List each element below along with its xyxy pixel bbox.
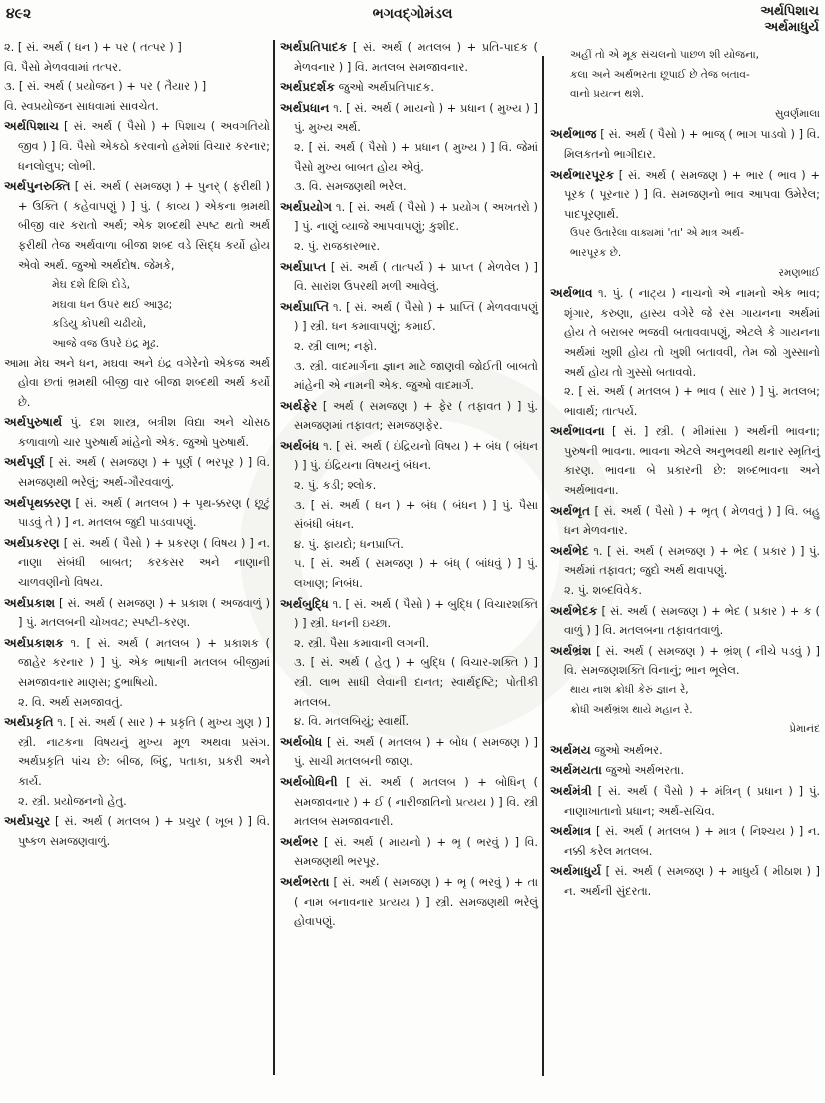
citation-source: રમણભાઈ [778, 266, 820, 279]
entry-headword: અર્થપ્રદર્શક [280, 80, 335, 95]
entry-headword: અર્થભેદક [550, 603, 598, 618]
entry-definition [550, 284, 820, 382]
entry-headword: અર્થમયતા [550, 763, 602, 778]
entry-definition [280, 733, 538, 772]
definition-text: [ સં. અર્થ ( સમજણ ) + પ્રકાશ ( અજવાળું ) ] પું. મતલબની ચોખવટ; સ્પષ્ટી-કરણ. [18, 595, 271, 630]
entry-definition [4, 117, 270, 176]
definition-text: [ સં. અર્થ ( સમજણ ) + ભાર ( ભાવ ) + પૂરક ( પૂરનાર ) ] વિ. સમજણનો ભાવ આપવા ઉમેરેલ; પાદપૂરણાર્થ. [564, 167, 820, 221]
definition-text: [ સં. ] સ્ત્રી. ( મીમાંસા ) અર્થની ભાવના; પુરુષની ભાવના. ભાવના એટલે અનુભવથી થનાર સ્મૃતિનું કારણ. ભાવના બે પ્રકારની છે: શબ્દભાવના અને અર્થભાવના. [564, 424, 820, 498]
definition-text: [ સં. અર્થ ( સમજણ ) + ભેદ ( પ્રકાર ) + ક ( વાળું ) ] વિ. મતલબના તફાવતવાળું. [564, 603, 820, 638]
dictionary-entry [4, 713, 270, 811]
verse-line: આજે વજ ઉપરે ઇંદ્ર મૂઢ. [52, 336, 160, 350]
definition-text: [ સં. અર્થ ( પૈસો ) + પ્રકરણ ( વિષય ) ] ન. નાણા સંબંધી બાબત; કરકસર અને નાણાની ચાળવણીનો વિષય. [18, 535, 270, 590]
entry-definition [280, 873, 538, 932]
definition-text: ૧. [ સં. અર્થ ( પૈસો ) + પ્રાપ્તિ ( મેળવવાપણું ) ] સ્ત્રી. ધન કમાવાપણું; કમાઈ. [294, 299, 538, 334]
dictionary-entry [550, 166, 820, 284]
citation-quote: અહીં તો એ મૂક સંચલનો પાછળ શી યોજના, [570, 49, 760, 61]
sub-sense: ૨. સ્ત્રી લાભ; નફો. [294, 338, 378, 353]
entry-definition [4, 534, 270, 593]
entry-definition [280, 99, 538, 138]
entry-headword: અર્થમાધુર્ય [550, 864, 602, 879]
definition-text: જુઓ અર્થભરતા. [605, 763, 685, 778]
entry-headword: અર્થપ્રકૃતિ [4, 715, 54, 730]
dictionary-entry [550, 741, 820, 761]
sub-sense: ૩. વિ. સમજણથી ભરેલ. [294, 179, 407, 194]
guide-word-first: અર્થપિશાચ [760, 4, 819, 19]
entry-definition [4, 77, 270, 97]
definition-text: ૧. [ સં. અર્થ ( સાર ) + પ્રકૃતિ ( મુખ્ય ગુણ ) ] સ્ત્રી. નાટકના વિષયનું મુખ્ય મૂળ અથવા પ્રસંગ. અર્થપ્રકૃતિ પાંચ છે: બીજ, બિંદુ, પતાકા, પ્રકરી અને કાર્ય. [18, 715, 270, 788]
entry-definition [280, 78, 538, 98]
entry-definition [4, 58, 270, 78]
entry-definition [280, 198, 538, 237]
sub-sense: ૨. [ સં. અર્થ ( મતલબ ) + ભાવ ( સાર ) ] પું. મતલબ; ભાવાર્થ; તાત્પર્ય. [564, 384, 820, 418]
entry-definition [280, 773, 538, 832]
column-1 [4, 38, 270, 852]
entry-definition [550, 822, 820, 861]
sub-sense: ૪. વિ. મતલબિયું; સ્વાર્થી. [294, 714, 410, 729]
citation-quote: થાય નાશ ક્રોધી કેરું જ્ઞાન રે, [570, 684, 689, 696]
definition-text: જુઓ અર્થપ્રતિપાદક. [338, 80, 434, 95]
dictionary-entry [4, 494, 270, 533]
entry-headword: અર્થભાજ [550, 127, 597, 142]
dictionary-entry [550, 761, 820, 781]
entry-definition [4, 494, 270, 533]
definition-text: [ સં. અર્થ ( સમજણ ) + ભ્રંશ્ ( નીચે પડવું ) ] વિ. સમજણશક્તિ વિનાનું; ભાન ભૂલેલ. [564, 643, 821, 678]
entry-definition [550, 642, 820, 681]
entry-headword: અર્થભર [280, 834, 319, 849]
definition-text: ૧. [ સં. અર્થ ( મતલબ ) + પ્રકાશક ( જાહેર કરનાર ) ] પું. એક ભાષાની મતલબ બીજીમાં સમજાવનાર માણસ; દુભાષિયો. [18, 635, 270, 689]
entry-definition [550, 761, 820, 781]
definition-text: પું. દશ શાસ્ત્ર, બત્રીશ વિદ્યા અને ચોસઠ કળાવાળો ચાર પુરુષાર્થ માંહેનો એક. જુઓ પુરુષાર્થ. [18, 415, 270, 449]
dictionary-entry [550, 782, 820, 821]
dictionary-entry [280, 258, 538, 297]
definition-text: [ સં. અર્થ ( મતલબ ) + માત્ર ( નિશ્ચય ) ] ન. નક્કી કરેલ મતલબ. [564, 824, 821, 858]
dictionary-entry [280, 437, 538, 594]
definition-text: ૧. [ સં. અર્થ ( પૈસો ) + પ્રયોગ ( અખતરો ) ] પું. નાણું વ્યાજે આપવાપણું; કુશીદ. [294, 199, 539, 234]
dictionary-entry [280, 733, 538, 772]
dictionary-entry [280, 38, 538, 77]
definition-text: [ સં. અર્થ ( પૈસો ) + ભાજ્ ( ભાગ પાડવો ) ] વિ. મિલકતનો ભાગીદાર. [564, 127, 821, 161]
entry-definition [4, 177, 270, 275]
entry-definition [550, 542, 820, 581]
verse-explanation: આમા મેઘ અને ધન, મઘવા અને ઇંદ્ર વગેરેનો એકજ અર્થ હોવા છતાં ભ્રમથી બીજી વાર બીજા શબ્દથી અર્થ કર્યો છે. [4, 355, 270, 409]
sub-sense: ૨. વિ. અર્થ સમજાવતું. [18, 694, 123, 709]
definition-text: [ સં. અર્થ ( મતલબ ) + પૃથ-ક્કરણ ( છૂટું પાડવું તે ) ] ન. મતલબ જુદી પાડવાપણું. [18, 495, 271, 530]
definition-text: [ સં. અર્થ ( સમજણ ) + પૂર્ણ ( ભરપૂર ) ] વિ. સમજણથી ભરેલું; અર્થ-ગૌરવવાળું. [18, 455, 271, 490]
entry-definition [4, 812, 270, 851]
guide-word-last: અર્થમાધુર્ય [764, 20, 819, 35]
definition-text: [ સં. અર્થ ( સમજણ ) + પુનર્ ( ફરીથી ) + ઉક્તિ ( કહેવાપણું ) ] પું. ( કાવ્ય ) એકના ભ્રમથી બીજી વાર કરાતો અર્થ; એક શબ્દથી સ્પષ્ટ થતો અર્થ ફરીથી તેજ અર્થવાળા બીજા શબ્દ વડે સિદ્ધ કર્યો હોય એવો અર્થ. જુઓ અર્થદોષ. જેમકે, [18, 179, 270, 272]
entry-headword: અર્થબંધ [280, 438, 320, 453]
definition-text: ૩. [ સં. અર્થ ( પ્રયોજન ) + પર ( તૈયાર ) ] [4, 79, 207, 94]
entry-headword: અર્થમંત્રી [550, 783, 592, 798]
entry-headword: અર્થભ્રંશ [550, 643, 592, 658]
verse-line: મઘવા ધન ઉપર થઈ આરૂઢ; [52, 297, 173, 311]
entry-definition [4, 453, 270, 492]
citation-quote: ક્રોધી અર્થભ્રંશ થાયે મહાન રે. [570, 703, 693, 716]
definition-text: [ સં. અર્થ ( તાત્પર્ય ) + પ્રાપ્ત ( મેળવેલ ) ] વિ. સારાંશ ઉપરથી મળી આવેલું. [294, 259, 538, 294]
dictionary-entry [550, 46, 820, 124]
dictionary-entry [4, 534, 270, 593]
entry-headword: અર્થબોધ [280, 734, 323, 749]
entry-definition [550, 166, 820, 225]
entry-headword: અર્થભાવના [550, 424, 605, 439]
dictionary-entry [550, 502, 820, 541]
page-number: ૪૯૨ [6, 6, 32, 22]
definition-text: [ સં. અર્થ ( પૈસો ) + પિશાચ ( અવગતિયો જીવ ) ] વિ. પૈસો એકઠો કરવાનો હમેશાં વિચાર કરનાર; ધનલોલુપ; લોભી. [18, 119, 271, 173]
entry-definition [280, 258, 538, 297]
entry-headword: અર્થભેદ [550, 543, 589, 558]
dictionary-entry [550, 822, 820, 861]
sub-sense: ૨. પું. કડી; શ્લોક. [294, 478, 377, 493]
citation-source: પ્રેમાનંદ [789, 723, 820, 736]
entry-headword: અર્થભૃત [550, 503, 591, 518]
dictionary-entry [280, 873, 538, 932]
entry-headword: અર્થભારપૂરક [550, 167, 615, 182]
dictionary-entry [4, 117, 270, 176]
entry-definition [550, 741, 820, 761]
sub-sense: ૩. [ સં. અર્થ ( હેતુ ) + બુદ્ધિ ( વિચાર-શક્તિ ) ] સ્ત્રી. લાભ સાધી લેવાની દાનત; સ્વાર્થદૃષ્ટિ; પોતીકી મતલબ. [294, 655, 538, 709]
dictionary-entry [4, 453, 270, 492]
entry-headword: અર્થપુરુષાર્થ [4, 415, 63, 430]
definition-text: ૧. [ સં. અર્થ ( માયનો ) + પ્રધાન ( મુખ્ય ) ] પું. મુખ્ય અર્થ. [294, 100, 539, 135]
dictionary-entry [280, 595, 538, 732]
sub-sense: ૩. [ સં. અર્થ ( ધન ) + બંધ ( બંધન ) ] પું. પૈસા સંબંધી બંધન. [294, 497, 538, 532]
definition-text: [ સં. અર્થ ( પૈસો ) + મંત્રિન્ ( પ્રધાન ) ] પું. નાણાખાતાનો પ્રધાન; અર્થ-સચિવ. [564, 783, 820, 818]
definition-text: [ સં. અર્થ ( માયનો ) + ભૃ ( ભરવું ) ] વિ. સમજણથી ભરપૂર. [294, 834, 538, 869]
entry-definition [4, 594, 270, 633]
entry-headword: અર્થપ્રાપ્ત [280, 259, 327, 274]
entry-headword: અર્થબુદ્ધિ [280, 596, 329, 611]
definition-text: ૨. [ સં. અર્થ ( ધન ) + પર ( તત્પર ) ] [4, 40, 182, 54]
entry-headword: અર્થપ્રયોગ [280, 199, 333, 214]
definition-text: [ સં. અર્થ ( મતલબ ) + પ્રતિ-પાદક ( મેળવનાર ) ] વિ. મતલબ સમજાવનાર. [294, 40, 539, 74]
entry-definition [4, 413, 270, 452]
definition-text: ૧. પું. ( નાટ્ય ) નાચનો એ નામનો એક ભાવ; શૃંગાર, કરુણા, હાસ્ય વગેરે જે રસ ગાયનના અર્થમાં હોય તે બરાબર ભજવી બતાવવાપણું, એટલે કે ગાયનના અર્થમાં ખુશી હોય તો ખુશી બતાવવી, તેમ જો ગુસ્સાનો અર્થ હોય તો ગુસ્સો બતાવવો. [564, 286, 821, 379]
running-title: ભગવદ્ગોમંડલ [372, 6, 453, 22]
dictionary-entry [4, 594, 270, 633]
definition-text: [ સં. અર્થ ( મતલબ ) + પ્રચુર ( ખૂબ ) ] વિ. પુષ્કળ સમજણવાળું. [18, 814, 270, 848]
entry-headword: અર્થભરતા [280, 874, 330, 889]
entry-headword: અર્થપ્રાપ્તિ [280, 299, 330, 314]
definition-text: જુઓ અર્થભર. [594, 742, 663, 757]
definition-text: [ સં. અર્થ ( મતલબ ) + બોધ ( સમજણ ) ] પું. સાચી મતલબની જાણ. [294, 734, 538, 769]
page-header [0, 0, 825, 40]
entry-headword: અર્થબોધિની [280, 774, 338, 789]
definition-text: વિ. સ્વપ્રયોજન સાધવામાં સાવચેત. [4, 98, 159, 113]
definition-text: [ સં. અર્થ ( સમજણ ) + માધુર્ય ( મીઠાશ ) ] ન. અર્થની સુંદરતા. [564, 864, 820, 898]
entry-headword: અર્થપિશાચ [4, 119, 60, 134]
citation-quote: ભારપૂરક છે. [570, 246, 622, 259]
entry-headword: અર્થપુનરુક્તિ [4, 179, 71, 194]
entry-definition [550, 502, 820, 541]
entry-definition [4, 713, 270, 791]
dictionary-entry [280, 773, 538, 832]
definition-text: [ સં. અર્થ ( સમજણ ) + ભૃ ( ભરવું ) + તા ( નામ બનાવનાર પ્રત્યય ) ] સ્ત્રી. સમજણથી ભરેલું હોવાપણું. [294, 874, 538, 929]
citation-source: સુવર્ણમાલા [774, 107, 820, 120]
entry-headword: અર્થભાવ [550, 286, 593, 301]
entry-headword: અર્થપ્રકાશ [4, 595, 56, 610]
entry-headword: અર્થપૂર્ણ [4, 455, 45, 470]
entry-definition [550, 602, 820, 641]
definition-text: વિ. પૈસો મેળવવામાં તત્પર. [4, 59, 122, 74]
column-3 [550, 46, 820, 903]
dictionary-entry [550, 642, 820, 740]
dictionary-entry [280, 198, 538, 257]
entry-definition [280, 833, 538, 872]
entry-definition [280, 437, 538, 476]
entry-headword: અર્થપૃથક્કરણ [4, 495, 72, 510]
sub-sense: ૨. સ્ત્રી. પૈસા કમાવાની લગની. [294, 635, 430, 650]
dictionary-entry [4, 812, 270, 851]
sub-sense: ૨. પું. શબ્દવિવેક. [564, 583, 643, 598]
verse-line: કડિયુ કોપથી ચઢીયો, [52, 317, 147, 331]
sub-sense: ૨. પું. રાજકારભાર. [294, 238, 381, 253]
sub-sense: ૫. [ સં. અર્થ ( સમજણ ) + બંધ્ ( બાંધવું ) ] પું. લખાણ; નિબંધ. [294, 556, 538, 591]
sub-sense: ૨. સ્ત્રી. પ્રયોજનનો હેતુ. [18, 793, 127, 808]
entry-definition [280, 298, 538, 337]
entry-definition [280, 38, 538, 77]
definition-text: [ અર્થ ( સમજણ ) + ફેર ( તફાવત ) ] પું. સમજણમાં તફાવત; સમજણફેર. [294, 398, 538, 433]
definition-text: ૧. [ સં. અર્થ ( પૈસો ) + બુદ્ધિ ( વિચારશક્તિ ) ] સ્ત્રી. ધનની ઇચ્છા. [294, 596, 538, 631]
dictionary-entry [550, 284, 820, 421]
entry-definition [550, 422, 820, 500]
entry-definition [550, 862, 820, 901]
sub-sense: ૪. પું. ફાયદો; ધનપ્રાપ્તિ. [294, 536, 404, 551]
entry-headword: અર્થપ્રચુર [4, 814, 51, 829]
sub-sense: ૨. [ સં. અર્થ ( પૈસો ) + પ્રધાન ( મુખ્ય ) ] વિ. જેમાં પૈસો મુખ્ય બાબત હોય એવું. [294, 139, 538, 174]
guide-words [760, 4, 819, 36]
entry-definition [280, 397, 538, 436]
dictionary-entry [280, 833, 538, 872]
dictionary-entry [550, 422, 820, 500]
sub-sense: ૩. સ્ત્રી. વાદમાર્ગના જ્ઞાન માટે જાણવી જોઈતી બાબતો માંહેની એ નામની એક. જુઓ વાદમાર્ગ. [294, 358, 538, 393]
dictionary-entry [550, 862, 820, 901]
column-divider [273, 40, 275, 1075]
dictionary-entry [4, 38, 270, 116]
dictionary-entry [4, 177, 270, 412]
definition-text: [ સં. અર્થ ( પૈસો ) + ભૃત્ ( મેળવતું ) ] વિ. બહુ ધન મેળવનાર. [564, 503, 820, 538]
dictionary-entry [280, 99, 538, 197]
dictionary-entry [280, 397, 538, 436]
definition-text: [ સં. અર્થ ( મતલબ ) + બોધિન્ ( સમજાવનાર ) + ઈ ( નારીજાતિનો પ્રત્યય ) ] વિ. સ્ત્રી મતલબ સમજાવનારી. [294, 774, 538, 829]
column-divider [542, 56, 544, 1076]
entry-definition [550, 782, 820, 821]
entry-headword: અર્થપ્રકરણ [4, 535, 60, 550]
entry-definition [4, 634, 270, 693]
entry-headword: અર્થપ્રતિપાદક [280, 40, 348, 54]
entry-headword: અર્થફેર [280, 398, 318, 413]
citation-quote: કલા અને અર્થભરતા છૂપાઈ છે તેજ બતાવ- [570, 68, 750, 81]
dictionary-entry [4, 634, 270, 712]
entry-headword: અર્થપ્રકાશક [4, 635, 64, 650]
dictionary-entry [550, 125, 820, 164]
column-2 [280, 38, 538, 933]
dictionary-entry [550, 542, 820, 601]
citation-quote: ઉપર ઉતારેલા વાક્યમાં 'તા' એ માત્ર અર્થ- [570, 227, 744, 240]
definition-text: ૧. [ સં. અર્થ ( સમજણ ) + ભેદ ( પ્રકાર ) ] પું. અર્થમાં તફાવત; જુદો અર્થ થવાપણું. [564, 543, 820, 578]
dictionary-entry [550, 602, 820, 641]
entry-headword: અર્થપ્રધાન [280, 100, 330, 115]
entry-definition [4, 38, 270, 58]
entry-definition [4, 97, 270, 117]
dictionary-entry [280, 78, 538, 98]
entry-headword: અર્થમય [550, 742, 591, 757]
citation-quote: વાનો પ્રયત્ન થશે. [570, 88, 645, 101]
dictionary-entry [280, 298, 538, 396]
definition-text: ૧. [ સં. અર્થ ( ઇંદ્રિયનો વિષય ) + બંધ ( બંધન ) ] પું. ઇંદ્રિયના વિષયનું બંધન. [294, 438, 539, 473]
dictionary-entry [4, 413, 270, 452]
entry-headword: અર્થમાત્ર [550, 824, 592, 839]
verse-line: મેઘ દશે દિશિ દોડે, [52, 278, 131, 292]
entry-definition [550, 125, 820, 164]
entry-definition [280, 595, 538, 634]
